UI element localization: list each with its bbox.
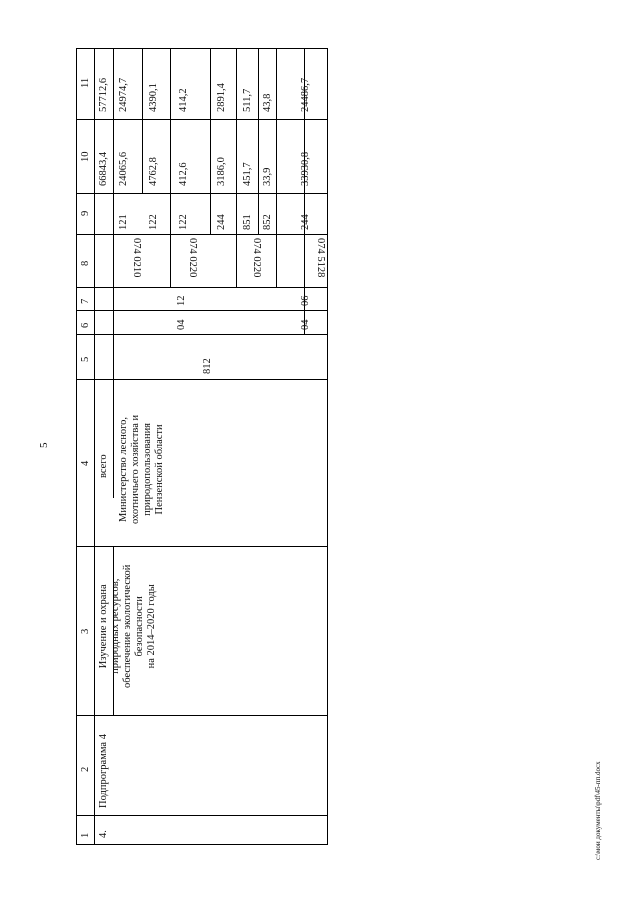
col11-value-6: 511,7 — [242, 88, 253, 112]
csr-code-2: 074 0220 — [187, 238, 198, 278]
col11-value-5: 2891,4 — [216, 83, 227, 112]
col11-value-1: 57712,6 — [98, 77, 109, 112]
vr-code-4: 244 — [216, 214, 227, 230]
col10-value-1: 66843,4 — [98, 151, 109, 186]
col11-value-8: 24486,7 — [300, 77, 311, 112]
header-col-5: 5 — [80, 356, 91, 362]
header-col-11: 11 — [80, 77, 91, 88]
total-label: всего — [98, 454, 109, 478]
col11-value-3: 4390,1 — [148, 83, 159, 112]
subprogram-name: Подпрограмма 4 — [98, 734, 109, 808]
header-col-1: 1 — [80, 832, 91, 838]
csr-code-1: 074 0210 — [131, 238, 142, 278]
rz-code-b: 04 — [300, 319, 311, 330]
vr-code-3: 122 — [178, 214, 189, 230]
col10-value-3: 4762,8 — [148, 157, 159, 186]
header-col-4: 4 — [80, 460, 91, 466]
row-number: 4. — [98, 830, 109, 838]
col10-value-6: 451,7 — [242, 162, 253, 186]
rz-code-a: 04 — [176, 319, 187, 330]
col11-value-4: 414,2 — [178, 88, 189, 112]
col11-value-2: 24974,7 — [118, 77, 129, 112]
header-col-3: 3 — [80, 628, 91, 634]
col10-value-4: 412,6 — [178, 162, 189, 186]
col10-value-7: 33,9 — [262, 167, 273, 186]
col11-value-7: 43,8 — [262, 93, 273, 112]
vr-code-5: 851 — [242, 214, 253, 230]
header-col-10: 10 — [80, 151, 91, 162]
vr-code-6: 852 — [262, 214, 273, 230]
budget-table — [76, 48, 328, 845]
page-number: 5 — [38, 442, 50, 448]
vr-code-2: 122 — [148, 214, 159, 230]
csr-code-3: 074 0220 — [251, 238, 262, 278]
header-col-9: 9 — [80, 210, 91, 216]
csr-code-4: 074 5128 — [315, 238, 326, 278]
ministry-name: Министерство лесного, охотничьего хозяйства и природопользования Пензенской области — [118, 414, 165, 524]
header-col-6: 6 — [80, 322, 91, 328]
col10-value-5: 3186,0 — [216, 157, 227, 186]
col10-value-2: 24065,6 — [118, 151, 129, 186]
header-col-2: 2 — [80, 766, 91, 772]
pr-code-a: 12 — [176, 295, 187, 306]
vr-code-7: 244 — [300, 214, 311, 230]
subprogram-title: Изучение и охрана природных ресурсов, обеспечение экологической безопасности на 2014–2020 годы — [98, 564, 157, 688]
vr-code-1: 121 — [118, 214, 129, 230]
pr-code-b: 06 — [300, 295, 311, 306]
footer-file-path: c:\мои документы\pdf\45-пп.docx — [594, 761, 602, 860]
header-col-7: 7 — [80, 298, 91, 304]
header-col-8: 8 — [80, 260, 91, 266]
col10-value-8: 33930,8 — [300, 151, 311, 186]
grbs-code: 812 — [202, 358, 213, 374]
